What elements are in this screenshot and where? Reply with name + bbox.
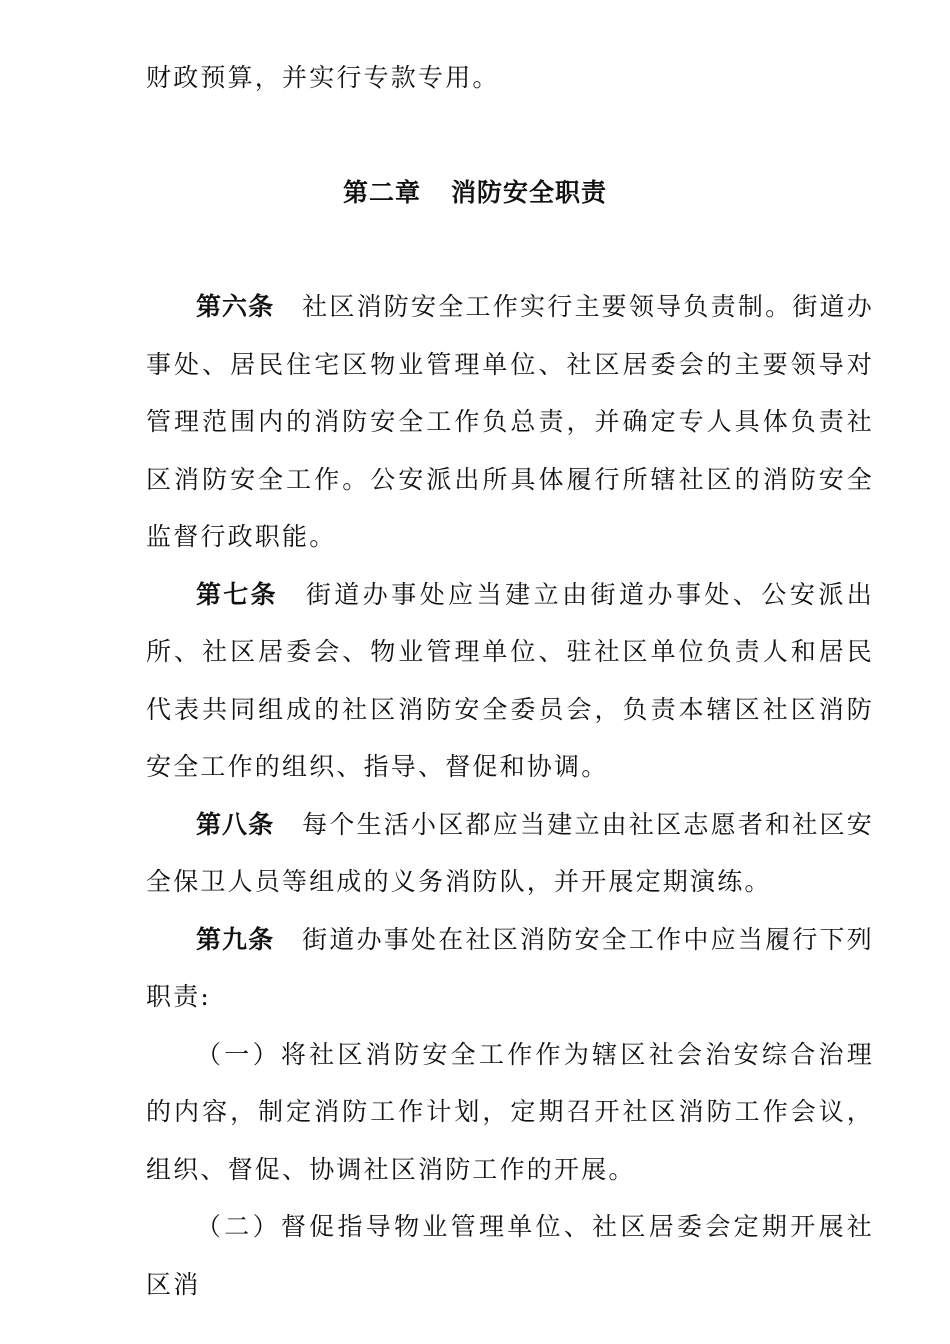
top-line-text: 财政预算，并实行专款专用。	[146, 63, 500, 92]
articles-block	[146, 278, 874, 1313]
chapter-number: 第二章	[342, 178, 421, 207]
article-number: 第六条	[196, 292, 275, 321]
article-7	[146, 566, 874, 796]
list-item-2: （二）督促指导物业管理单位、社区居委会定期开展社区消	[146, 1212, 874, 1299]
article-text: 每个生活小区都应当建立由社区志愿者和社区安全保卫人员等组成的义务消防队，并开展定期演练。	[146, 809, 874, 896]
list-item-1: （一）将社区消防安全工作作为辖区社会治安综合治理的内容，制定消防工作计划，定期召开社区消防工作会议，组织、督促、协调社区消防工作的开展。	[146, 1039, 874, 1184]
article-text: 街道办事处在社区消防安全工作中应当履行下列职责:	[146, 924, 874, 1011]
article-8	[146, 796, 874, 911]
article-text: 街道办事处应当建立由街道办事处、公安派出所、社区居委会、物业管理单位、驻社区单位负责人和居民代表共同组成的社区消防安全委员会，负责本辖区社区消防安全工作的组织、指导、督促和协调。	[146, 579, 874, 781]
article-9	[146, 911, 874, 1026]
article-6	[146, 278, 874, 566]
chapter-title: 消防安全职责	[451, 178, 608, 207]
article-number: 第七条	[196, 579, 278, 609]
article-text: 社区消防安全工作实行主要领导负责制。街道办事处、居民住宅区物业管理单位、社区居委会的主要领导对管理范围内的消防安全工作负总责，并确定专人具体负责社区消防安全工作。公安派出所具体履行所辖社区的消防安全监督行政职能。	[146, 292, 874, 551]
article-number: 第九条	[196, 924, 275, 954]
chapter-heading	[0, 176, 950, 210]
article-number: 第八条	[196, 809, 275, 839]
continued-paragraph	[146, 49, 874, 107]
